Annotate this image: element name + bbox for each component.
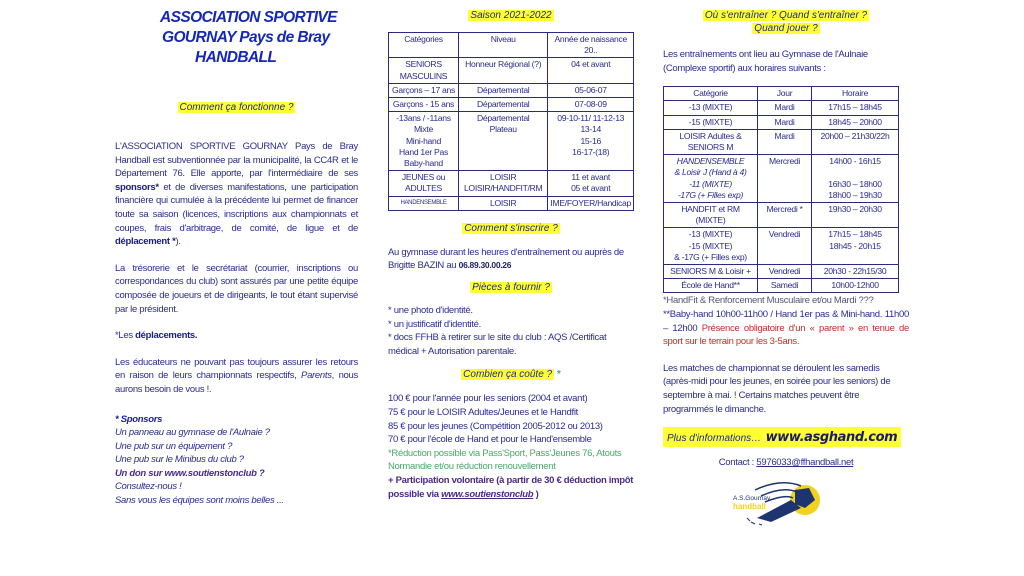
left-column — [115, 0, 358, 508]
table-row — [664, 115, 899, 129]
deplacements-bold: déplacements. — [135, 330, 198, 342]
birth-year-cell-line: IME/FOYER/Handicap — [550, 197, 631, 208]
time-cell — [812, 228, 899, 265]
para-parents — [115, 356, 358, 397]
how-heading: Comment ça fonctionne ? — [179, 102, 294, 113]
table-row — [389, 196, 634, 210]
reduction-note: *Réduction possible via Pass'Sport, Pass'Jeunes 76, Atouts Normandie et/ou réduction renouvellement — [388, 447, 622, 473]
club-logo — [731, 478, 823, 526]
day-cell: Samedi — [758, 279, 812, 293]
svg-text:handball: handball — [733, 501, 766, 511]
time-cell-line: 18h45 – 20h00 — [828, 116, 882, 127]
inscrire-wrap — [388, 223, 634, 234]
category-cell-line: Mini-hand — [405, 135, 441, 146]
table-row — [389, 83, 634, 97]
season-wrap — [388, 10, 634, 21]
category-cell-line: École de Hand** — [681, 280, 740, 291]
where-heading-wrap — [663, 9, 909, 35]
cout-heading: Combien ça coûte ? — [463, 369, 553, 381]
para-funding — [115, 140, 358, 249]
inscrire-text-body: Au gymnase durant les heures d'entraînement ou auprès de Brigitte BAZIN au — [388, 246, 624, 272]
col-header: Niveau — [458, 33, 547, 58]
time-cell — [812, 203, 899, 228]
category-cell-line: SENIORS — [405, 59, 442, 70]
birth-year-cell-line: 09-10-11/ 11-12-13 — [557, 113, 625, 124]
category-cell — [389, 58, 459, 83]
day-cell: Mardi — [758, 115, 812, 129]
sponsors-section — [115, 413, 358, 508]
table-row — [664, 279, 899, 293]
sponsors-heading: * Sponsors — [115, 413, 163, 425]
category-cell-line: -13 (MIXTE) — [688, 229, 733, 240]
price-item: 85 € pour les jeunes (Compétition 2005-2012 ou 2013) — [388, 420, 603, 432]
time-cell — [812, 155, 899, 203]
middle-column — [388, 0, 634, 501]
parents-italic: Parents — [301, 370, 332, 382]
category-cell-line: SENIORS M — [687, 142, 734, 152]
time-cell-line: 20h30 - 22h15/30 — [823, 266, 887, 277]
level-cell — [458, 58, 547, 83]
level-cell — [458, 171, 547, 196]
categories-table — [388, 32, 634, 211]
level-cell — [458, 196, 547, 210]
price-item: 75 € pour le LOISIR Adultes/Jeunes et le Handfit — [388, 407, 578, 418]
time-cell — [812, 115, 899, 129]
level-cell-line: Départemental — [476, 99, 530, 110]
time-cell-line: 19h30 – 20h30 — [828, 204, 882, 215]
birth-year-cell-line: 13-14 — [580, 124, 601, 135]
level-cell — [458, 98, 547, 112]
sponsor-line: Consultez-nous ! — [115, 481, 182, 493]
category-cell — [664, 115, 758, 129]
matches-text: Les matches de championnat se déroulent les samedis (après-midi pour les jeunes, en soirée pour les seniors) de septembre à mai. ! Certains matches peuvent être programmés le dimanche. — [663, 362, 891, 415]
para-parents-c: , nous aurons besoin de vous !. — [115, 370, 358, 395]
how-heading-wrap — [115, 102, 358, 113]
category-cell-line: -13 (MIXTE) — [688, 102, 733, 113]
category-cell — [389, 98, 459, 112]
col-header: Jour — [758, 87, 812, 101]
para-parents-a: Les éducateurs ne pouvant pas toujours assurer les retours en raison de leurs championnats respectifs, — [115, 356, 358, 382]
note-baby-hand — [663, 308, 909, 349]
birth-year-cell-line: 04 et avant — [571, 59, 611, 70]
category-cell-line: & -17G (+ Filles exp) — [674, 251, 747, 262]
time-cell-line: 18h00 – 19h30 — [828, 189, 882, 200]
birth-year-cell — [548, 83, 634, 97]
table-row — [389, 112, 634, 171]
para-funding-a: L'ASSOCIATION SPORTIVE GOURNAY Pays de Bray Handball est subventionnée par la municipalité, la CC4R et le Département 76. Elle apporte, par l'intermédiaire de ses — [115, 141, 358, 180]
category-cell-line: MASCULINS — [399, 70, 448, 81]
pieces-item: * une photo d'identité. — [388, 305, 473, 317]
more-info-banner — [663, 427, 901, 447]
category-cell-line: HANDFIT et RM (MIXTE) — [681, 204, 740, 226]
time-cell — [812, 279, 899, 293]
contact-label: Contact : — [718, 457, 757, 469]
para-treasury: La trésorerie et le secrétariat (courrier, inscriptions ou correspondances du club) sont assurés par une petite équipe composée de joueurs et de dirigeants, le tout étant supervisé par le président. — [115, 262, 358, 315]
svg-text:A.S.Gournay: A.S.Gournay — [733, 494, 771, 502]
participation-note — [388, 474, 634, 501]
para-deplacements-a: *Les — [115, 330, 136, 342]
category-cell-line: LOISIR Adultes & — [679, 130, 742, 141]
sponsors-bold: sponsors* — [115, 181, 159, 193]
day-cell: Mardi — [758, 101, 812, 115]
handball-logo-icon — [731, 478, 823, 526]
category-cell — [389, 83, 459, 97]
category-cell-line: Garçons – 17 ans — [391, 84, 455, 95]
time-cell-line: 17h15 – 18h45 — [828, 102, 882, 113]
note-baby-hand-text: **Baby-hand 10h00-11h00 / Hand 1er pas & Mini-hand. 11h00 – 12h00 — [663, 309, 909, 334]
level-cell-line: Départemental — [476, 113, 530, 124]
participation-text: + Participation volontaire (à partir de 30 € déduction impôt possible via — [388, 474, 634, 500]
schedule-notes — [663, 294, 909, 348]
prices-list — [388, 392, 634, 501]
category-cell-line: & Loisir J (Hand à 4) — [674, 167, 747, 178]
level-cell-line: LOISIR/HANDFIT/RM — [463, 183, 543, 194]
time-cell-line — [814, 167, 896, 178]
category-cell-line: HANDENSEMBLE — [400, 199, 447, 206]
category-cell-line: SENIORS M & Loisir + — [670, 266, 751, 277]
level-cell-line: LOISIR — [489, 172, 517, 183]
phone-number: 06.89.30.00.26 — [458, 260, 512, 271]
where-heading-1: Où s'entraîner ? Quand s'entraîner ? — [704, 10, 868, 21]
para-funding-e: ). — [175, 236, 181, 248]
time-cell — [812, 101, 899, 115]
season-heading: Saison 2021-2022 — [470, 10, 552, 21]
soutien-link[interactable]: www.soutienstonclub — [441, 488, 534, 500]
category-cell-line: -13ans / -11ans Mixte — [396, 113, 451, 135]
title-line-3: HANDBALL — [195, 49, 277, 66]
category-cell — [664, 265, 758, 279]
inscrire-heading: Comment s'inscrire ? — [464, 222, 558, 234]
category-cell — [664, 101, 758, 115]
category-cell — [664, 203, 758, 228]
birth-year-cell-line: 11 et avant — [571, 172, 610, 183]
para-funding-c: et de diverses manifestations, une participation financière qui cumulée à la précédente lui permet de financer toute sa saison (licences, inscriptions aux championnats et coupes, frais d'arbitrage, de comité, de ligue et de — [115, 181, 358, 234]
time-cell-line: 14h00 - 16h15 — [829, 156, 881, 167]
birth-year-cell — [548, 58, 634, 83]
day-cell: Mardi — [758, 129, 812, 154]
table-row — [664, 155, 899, 203]
level-cell-line: LOISIR — [489, 197, 517, 208]
level-cell-line: Plateau — [489, 124, 517, 135]
time-cell — [812, 265, 899, 279]
birth-year-cell-line: 05 et avant — [571, 183, 611, 194]
birth-year-cell-line: 05-06-07 — [574, 84, 607, 95]
table-header-row — [664, 87, 899, 101]
note-parent-required: Présence obligatoire d'un « parent » en tenue de sport sur le terrain pour les 3-5ans. — [663, 322, 909, 348]
level-cell-line: Honneur Régional (?) — [465, 59, 542, 70]
category-cell — [664, 279, 758, 293]
training-intro: Les entraînements ont lieu au Gymnase de l'Aulnaie (Complexe sportif) aux horaires suivants : — [663, 49, 868, 74]
birth-year-cell-line: 16-17-(18) — [572, 146, 610, 157]
cout-star: * — [556, 369, 561, 381]
col-header: Année de naissance 20.. — [548, 33, 634, 58]
category-cell-line: -11 (MIXTE) — [689, 178, 732, 189]
birth-year-cell — [548, 196, 634, 210]
birth-year-cell — [548, 98, 634, 112]
col-header: Horaire — [812, 87, 899, 101]
category-cell-line: Baby-hand — [404, 158, 443, 169]
table-row — [389, 58, 634, 83]
table-row — [389, 98, 634, 112]
category-cell — [664, 155, 758, 203]
pieces-heading: Pièces à fournir ? — [472, 282, 550, 294]
category-cell — [389, 196, 459, 210]
pieces-list — [388, 304, 634, 358]
day-cell: Mercredi — [758, 155, 812, 203]
right-column — [663, 0, 909, 526]
birth-year-cell — [548, 112, 634, 171]
category-cell-line: Hand 1er Pas — [399, 146, 448, 157]
sponsor-line: Une pub sur le Minibus du club ? — [115, 454, 244, 466]
birth-year-cell-line: 15-16 — [580, 135, 601, 146]
day-cell: Vendredi — [758, 228, 812, 265]
price-item: 100 € pour l'année pour les seniors (2004 et avant) — [388, 393, 588, 405]
time-cell-line: 16h30 – 18h00 — [828, 178, 882, 189]
table-row — [664, 265, 899, 279]
note-handfit: *HandFit & Renforcement Musculaire et/ou Mardi ??? — [663, 295, 874, 307]
pieces-item: * un justificatif d'identité. — [388, 318, 481, 330]
contact-line — [663, 456, 909, 470]
day-cell: Mercredi * — [758, 203, 812, 228]
time-cell — [812, 129, 899, 154]
category-cell-line: JEUNES ou — [401, 172, 446, 183]
contact-email-link[interactable]: 5976033@ffhandball.net — [756, 457, 854, 469]
level-cell — [458, 112, 547, 171]
title-line-1: ASSOCIATION SPORTIVE — [160, 9, 337, 26]
birth-year-cell — [548, 171, 634, 196]
sponsor-don-link[interactable]: Un don sur www.soutienstonclub ? — [115, 467, 265, 479]
category-cell-line: -15 (MIXTE) — [688, 240, 733, 251]
table-row — [664, 203, 899, 228]
category-cell — [664, 129, 758, 154]
category-cell-line: -15 (MIXTE) — [688, 116, 733, 127]
table-row — [664, 228, 899, 265]
table-header-row — [389, 33, 634, 58]
price-item: 70 € pour l'école de Hand et pour le Hand'ensemble — [388, 434, 592, 446]
sponsor-line: Sans vous les équipes sont moins belles ... — [115, 495, 284, 507]
day-cell: Vendredi — [758, 265, 812, 279]
col-header: Catégorie — [664, 87, 758, 101]
time-cell-line: 10h00-12h00 — [831, 280, 879, 291]
schedule-table — [663, 86, 899, 293]
category-cell — [389, 112, 459, 171]
category-cell-line: HANDENSEMBLE — [676, 156, 745, 167]
table-row — [389, 171, 634, 196]
para-deplacements — [115, 329, 358, 343]
table-row — [664, 101, 899, 115]
time-cell-line: 18h45 - 20h15 — [829, 240, 881, 251]
cout-wrap — [388, 369, 634, 380]
pieces-item: * docs FFHB à retirer sur le site du club : AQS /Certificat médical + Autorisation parentale. — [388, 332, 607, 357]
where-heading-2: Quand jouer ? — [754, 23, 818, 34]
category-cell-line: Garçons - 15 ans — [392, 99, 455, 110]
table-row — [664, 129, 899, 154]
birth-year-cell-line: 07-08-09 — [574, 99, 607, 110]
more-info-label: Plus d'informations… — [667, 433, 762, 445]
category-cell — [664, 228, 758, 265]
category-cell-line: -17G (+ Filles exp) — [677, 189, 744, 200]
sponsor-line: Un panneau au gymnase de l'Aulnaie ? — [115, 427, 270, 439]
website-link[interactable]: www.asghand.com — [765, 430, 898, 446]
category-cell-line: ADULTES — [405, 183, 442, 194]
deplacement-bold: déplacement * — [115, 236, 176, 248]
title-line-2: GOURNAY Pays de Bray — [162, 29, 330, 46]
participation-end: ) — [533, 488, 539, 500]
time-cell-line: 17h15 – 18h45 — [828, 229, 882, 240]
sponsor-line: Une pub sur un équipement ? — [115, 440, 233, 452]
time-cell-line: 20h00 – 21h30/22h — [820, 130, 890, 141]
level-cell — [458, 83, 547, 97]
pieces-wrap — [388, 282, 634, 293]
col-header: Catégories — [389, 33, 459, 58]
category-cell — [389, 171, 459, 196]
inscrire-text — [388, 246, 634, 273]
level-cell-line: Départemental — [476, 84, 530, 95]
